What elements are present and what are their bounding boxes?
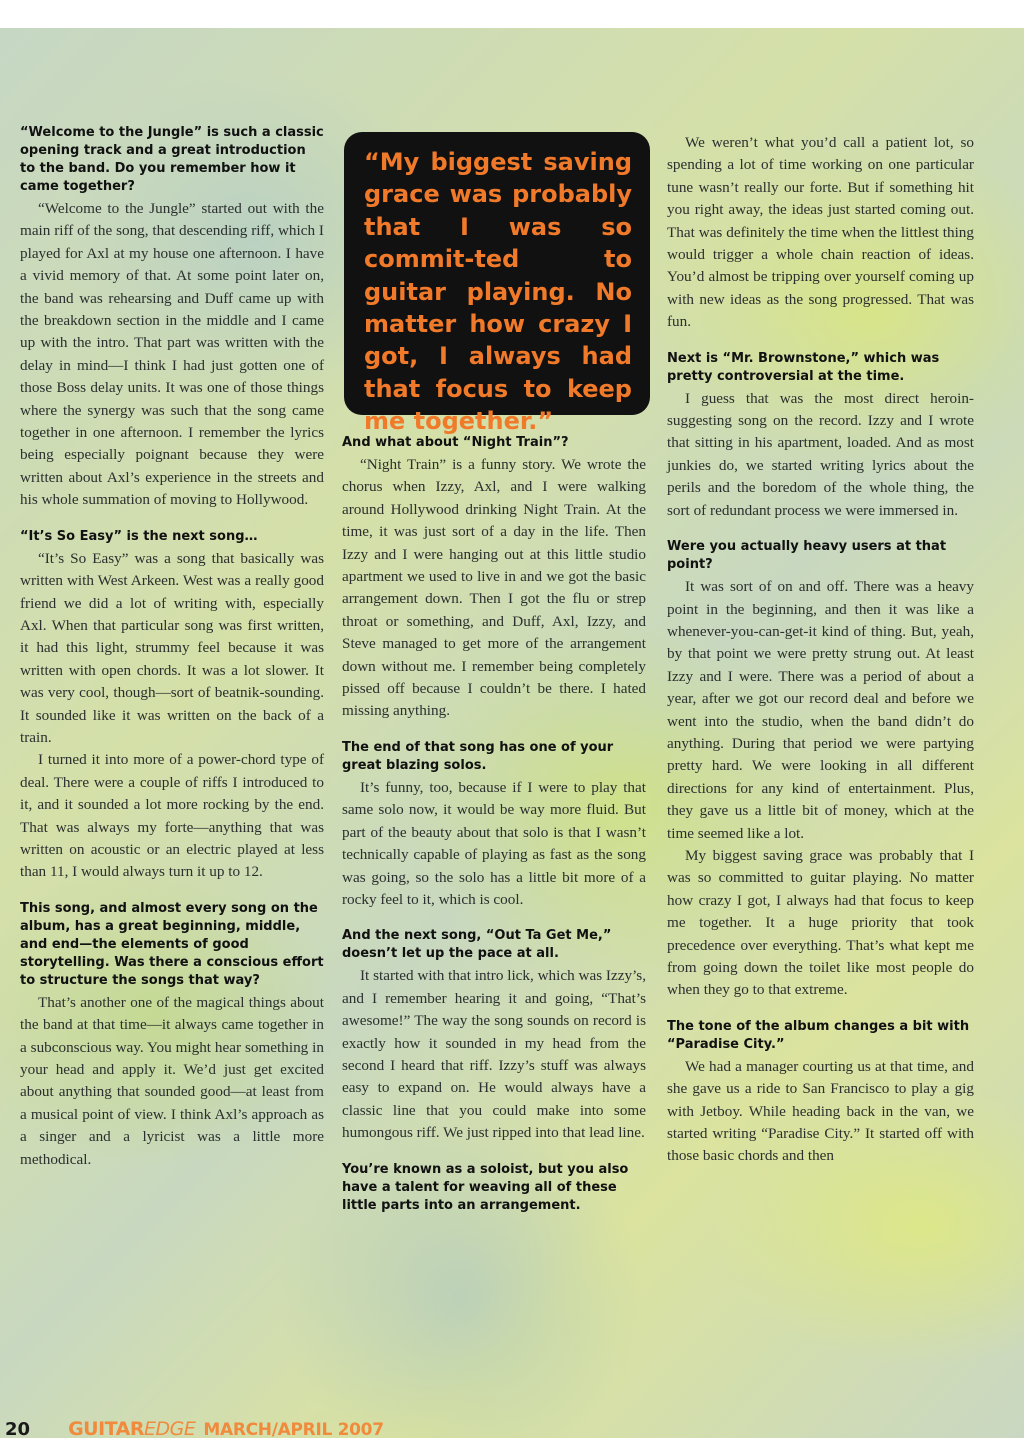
interview-answer: “Night Train” is a funny story. We wrote the chorus when Izzy, Axl, and I were walking around Hollywood drinking Night Train. At the time, it was just sort of a day in the life. Then Izzy and I were hanging out at this little studio apartment we used to live in and we got the basic arrangement down. Then I got the flu or strep throat or something, and Duff, Axl, Izzy, and Steve managed to get more of the arrangement down without me. I remember being completely pissed off because I couldn’t be there. I hated missing anything. [342,456,646,720]
interview-answer: I guess that was the most direct heroin-suggesting song on the record. Izzy and I wrote that sitting in his apartment, loaded. And as most junkies do, we started writing lyrics about the perils and the boredom of the whole thing, the sort of redundant process we were immersed in. [667,389,974,519]
interview-answer: We had a manager courting us at that time, and she gave us a ride to San Francisco to play a gig with Jetboy. While heading back in the van, we started writing “Paradise City.” It started off with those basic chords and then [667,1057,974,1165]
interview-answer: I turned it into more of a power-chord type of deal. There were a couple of riffs I introduced to it, and it sounded a lot more rocking by the end. That was always my forte—anything that was written on acoustic or an electric played at less than 11, I would always turn it up to 12. [20,751,324,881]
interview-question: You’re known as a soloist, but you also have a talent for weaving all of these little parts into an arrangement. [342,1161,629,1213]
page-number: 20 [5,1419,31,1440]
interview-question: Next is “Mr. Brownstone,” which was pretty controversial at the time. [667,350,940,384]
pull-quote-box [344,132,650,436]
issue-date: MARCH/APRIL 2007 [203,1420,384,1440]
interview-answer: We weren’t what you’d call a patient lot, so spending a lot of time working on one particular tune wasn’t really our forte. But if something hit you right away, the ideas just started coming out. That was definitely the time when the littlest thing would trigger a whole chain reaction of ideas. You’d almost be tripping over yourself coming up with new ideas as the song progressed. That was fun. [667,134,974,331]
magazine-page [0,28,1024,1438]
column-left [20,124,324,1171]
interview-question: The end of that song has one of your great blazing solos. [342,739,614,773]
interview-answer: “Welcome to the Jungle” started out with the main riff of the song, that descending riff, which I played for Axl at my house one afternoon. I have a vivid memory of that. At some point later on, the band was rehearsing and Duff came up with the breakdown section in the middle and I came up with the intro. That part was written with the delay in mind—I think I had just gotten one of those Boss delay units. It was one of those things where the synergy was such that the song came together in one afternoon. I remember the lyrics being especially poignant because they were written about Axl’s experience in the streets and his whole summation of moving to Hollywood. [20,200,324,509]
interview-question: This song, and almost every song on the album, has a great beginning, middle, and end—the elements of good storytelling. Was there a conscious effort to structure the songs that way? [20,900,324,988]
column-middle [342,434,646,1217]
page-footer [5,1418,384,1444]
interview-answer: “It’s So Easy” was a song that basically was written with West Arkeen. West was a really good friend we did a lot of writing with, especially Axl. When that particular song was first written, it had this light, strummy feel because it was written with open chords. It was a lot slower. It was very cool, though—sort of beatnik-sounding. It sounded like it was written on the back of a train. [20,549,324,746]
interview-question: “It’s So Easy” is the next song… [20,528,258,544]
interview-question: Were you actually heavy users at that point? [667,539,947,573]
logo-word-guitar: GUITAR [68,1418,144,1440]
interview-question: The tone of the album changes a bit with “Paradise City.” [667,1018,970,1052]
interview-answer: That’s another one of the magical things about the band at that time—it always came together in a subconscious way. You might hear something in your head and apply it. We’d just get excited about anything that sounded good—at least from a musical point of view. I think Axl’s approach as a singer and a lyricist was a little more methodical. [20,993,324,1168]
interview-answer: It’s funny, too, because if I were to play that same solo now, it would be way more fluid. But part of the beauty about that solo is that I wasn’t technically capable of playing as fast as the song was going, so the solo has a little bit more of a rocky feel to it, which is cool. [342,778,646,908]
magazine-logo [68,1418,195,1440]
interview-answer: My biggest saving grace was probably that I was so committed to guitar playing. No matter how crazy I got, I always had that focus to keep me together. It a huge priority that took precedence over everything. That’s what kept me from going down the toilet like most people do when they go to that extreme. [667,846,974,999]
interview-question: And the next song, “Out Ta Get Me,” doesn’t let up the pace at all. [342,928,612,962]
column-right [667,132,974,1168]
interview-question: And what about “Night Train”? [342,435,569,450]
pull-quote-text: “My biggest saving grace was probably that I was so commit-ted to guitar playing. No matter how crazy I got, I always had that focus to keep me together.” [364,148,632,436]
interview-answer: It was sort of on and off. There was a heavy point in the beginning, and then it was like a whenever-you-can-get-it kind of thing. But, yeah, by that point we were pretty strung out. At least Izzy and I were. There was a period of about a year, after we got our record deal and before we went into the studio, when the band didn’t do anything. During that period we were partying pretty hard. We were looking in all different directions for any kind of entertainment. Plus, they gave us a little bit of money, which at the time seemed like a lot. [667,578,974,842]
interview-answer: It started with that intro lick, which was Izzy’s, and I remember hearing it and going, “That’s awesome!” The way the song sounds on record is exactly how it sounded in my head from the second I heard that riff. Izzy’s stuff was always easy to expand on. He would always have a classic line that you could make into some humongous riff. We just ripped into that lead line. [342,967,646,1142]
interview-question: “Welcome to the Jungle” is such a classic opening track and a great introduction to the band. Do you remember how it came together? [20,125,324,194]
logo-word-edge: EDGE [143,1418,196,1440]
